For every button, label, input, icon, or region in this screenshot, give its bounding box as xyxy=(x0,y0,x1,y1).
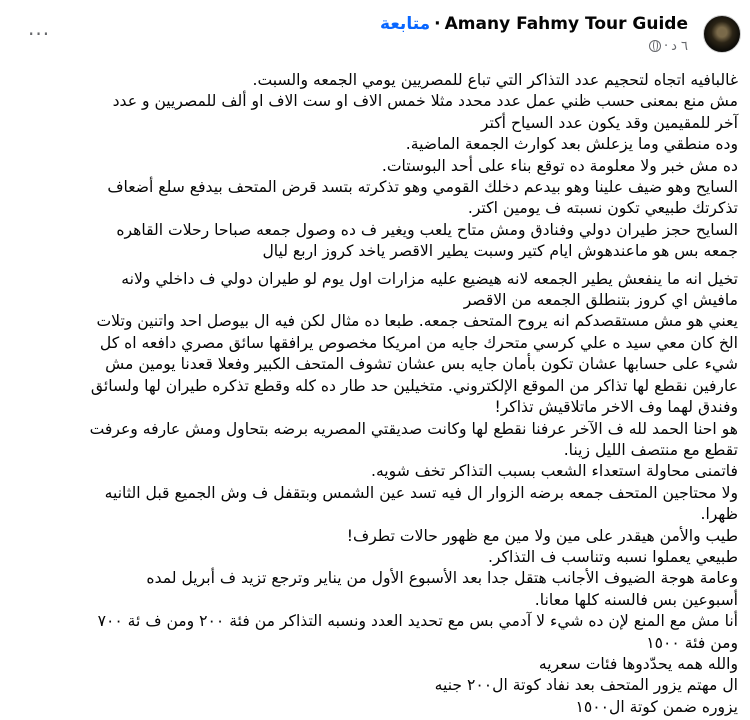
post-paragraph: فاتمنى محاولة استعداء الشعب بسبب التذاكر تخف شويه. xyxy=(370,462,738,481)
post-paragraph: ولا محتاجين المتحف جمعه برضه الزوار ال فيه تسد عين الشمس وبتقفل ف وش الجميع قبل الثانيه ظهرا. xyxy=(104,483,738,524)
post-header xyxy=(0,0,750,70)
post-time[interactable]: ٦ د xyxy=(671,39,688,54)
post-paragraph: هو احنا الحمد لله ف الآخر عرفنا نقطع لها وكانت صديقتي المصريه برضه بتحاول ومش عارفه وعرفت تقطع مع منتصف الليل زينا. xyxy=(89,419,738,459)
author-name[interactable]: Amany Fahmy Tour Guide xyxy=(444,14,688,34)
post-paragraph: يزوره ضمن كوتة ال١٥٠٠ xyxy=(575,697,738,716)
author-line xyxy=(380,12,688,36)
post-paragraph: وده منطقي وما يزعلش بعد كوارث الجمعة الماضية. xyxy=(405,135,738,154)
post-paragraph: غالبافيه اتجاه لتحجيم عدد التذاكر التي تباع للمصريين يومي الجمعه والسبت. xyxy=(252,71,738,89)
post-paragraph: ده مش خبر ولا معلومة ده توقع بناء على أحد البوستات. xyxy=(381,156,738,175)
meta-separator: · xyxy=(663,39,669,54)
separator-dot: · xyxy=(434,14,441,34)
post-paragraph: السايح حجز طيران دولي وفنادق ومش متاح يلعب ويغير ف ده وصول جمعه صباحا رحلات القاهره جمعه بس هو ماعندهوش ايام كتير وسبت يطير الاقصر ياخد كروز اربع ليال xyxy=(116,220,738,261)
post-paragraph: مش منع بمعنى حسب ظني عمل عدد محدد مثلا خمس الاف او ست الاف او ألف للمصريين و عدد آخر للمقيمين وقد يكون عدد السياح أكتر xyxy=(112,92,738,132)
more-options-icon[interactable]: ··· xyxy=(28,22,51,46)
post-paragraph: السايح وهو ضيف علينا وهو بيدعم دخلك القومي وهو تذكرته بتسد قرض المتحف بيدفع سلع أضعاف تذكرتك طبيعي تكون نسبته ف يومين اكتر. xyxy=(107,178,738,218)
post-paragraph: أنا مش مع المنع لإن ده شيء لا آدمي بس مع تحديد العدد ونسبه التذاكر من فئة ٢٠٠ ومن ف ئة ٧٠٠ ومن فئة ١٥٠٠ xyxy=(97,612,738,652)
globe-icon xyxy=(649,40,661,52)
post-paragraph: تخيل انه ما ينفعش يطير الجمعه لانه هيضيع عليه مزارات اول يوم لو طيران دولي ف داخلي ولانه مافيش اي كروز بتنطلق الجمعه من الاقصر xyxy=(121,269,738,310)
post-paragraph: طبيعي يعملوا نسبه وتناسب ف التذاكر. xyxy=(487,547,738,566)
post-meta xyxy=(649,38,688,56)
avatar[interactable] xyxy=(703,15,741,53)
post-paragraph: والله همه يحدّدوها فئات سعريه xyxy=(538,654,738,673)
follow-button[interactable]: متابعة xyxy=(380,14,431,34)
post-body xyxy=(88,70,738,718)
post-paragraph: يعني هو مش مستقصدكم انه يروح المتحف جمعه. طبعا ده مثال لكن فيه ال بيوصل احد واتنين وتلات الخ كان معي سيد ه علي كرسي متحرك جايه من امريكا مخصوص يرافقها سائق مصري دافعه اه كل شيء على حسابها عشان تكون بأمان جايه بس عشان تشوف المتحف الكبير وفعلا قعدنا يومين مش عارفين نقطع لها تذاكر من الموقع الإلكتروني. متخيلين حد طار ده كله وقطع تذكره طيران لها ولسائق وفندق لهما وف الاخر ماتلاقيش تذاكر! xyxy=(90,312,738,417)
post-paragraph: طيب والأمن هيقدر على مين ولا مين مع ظهور حالات تطرف! xyxy=(346,526,738,545)
post-paragraph: وعامة هوجة الضيوف الأجانب هتقل جدا بعد الأسبوع الأول من يناير وترجع تزيد ف أبريل لمده أسبوعين بس فالسنه كلها معانا. xyxy=(146,569,738,609)
post-paragraph: ال مهتم يزور المتحف بعد نفاد كوتة ال٢٠٠ جنيه xyxy=(434,676,738,695)
